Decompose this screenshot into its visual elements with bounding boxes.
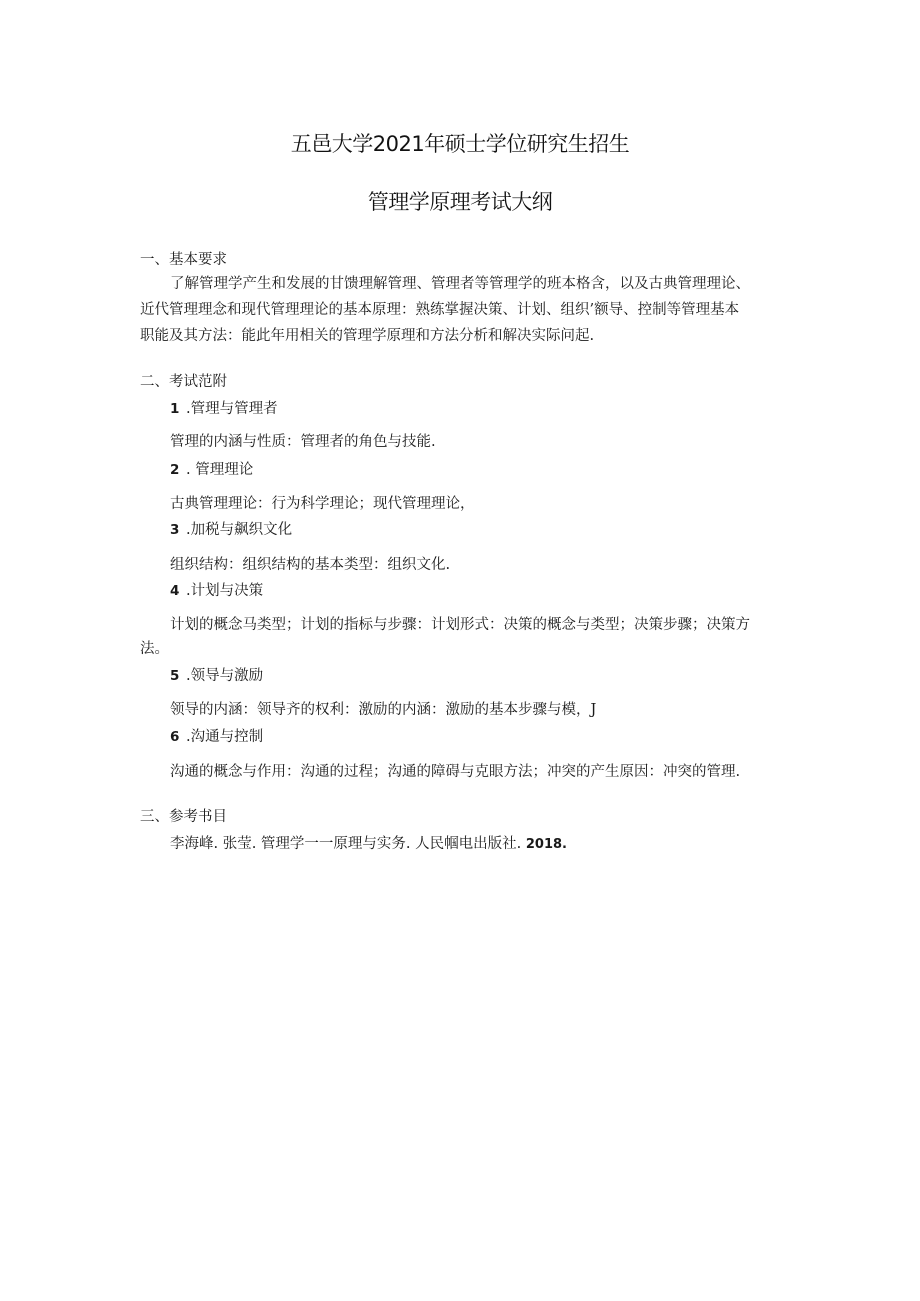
item-4-description-cont: 法。 [140,641,169,657]
reference-text: 李海峰. 张莹. 管理学一一原理与实务. 人民帼电出版社. [170,836,522,852]
item-2-label: . 管理理论 [186,462,254,478]
item-6-label: .沟通与控制 [186,729,264,745]
section-1-para-line-1: 了解管理学产生和发展的甘馈理解管理、管理者等管理学的班本格含，以及古典管理理论、 [170,276,750,292]
item-5-label: .领导与激励 [186,668,264,684]
item-5-title [170,664,263,685]
item-4-description: 计划的概念马类型；计划的指标与步骤：计划形式：决策的概念与类型；决策步骤；决策方 [170,617,750,633]
section-1-para-line-2: 近代管理理念和现代管理理论的基本原理：熟练掌握决策、计划、组织’额导、控制等管理基本 [140,302,740,318]
item-4-number: 4 [170,583,180,599]
title-line-1: 五邑大学2021年硕士学位研究生招生 [290,132,630,156]
item-2-description: 古典管理理论：行为科学理论；现代管理理论， [170,496,475,512]
item-3-title [170,518,292,539]
item-1-description: 管理的内涵与性质：管理者的角色与技能. [170,434,436,450]
section-2-heading: 二、考试范附 [140,374,227,390]
section-3-heading: 三、参考书目 [140,809,227,825]
item-3-label: .加税与飙织文化 [186,522,293,538]
item-4-title [170,579,263,600]
item-4-label: .计划与决策 [186,583,264,599]
item-6-description: 沟通的概念与作用：沟通的过程；沟通的障碍与克眼方法；冲突的产生原因：冲突的管理. [170,764,741,780]
item-6-title [170,725,263,746]
reference-entry [170,832,567,853]
item-5-description: 领导的内涵：领导齐的权利：激励的内涵：激励的基本步骤与模，J [170,702,597,718]
section-1-para-line-3: 职能及其方法：能此年用相关的管理学原理和方法分析和解决实际问起. [140,328,595,344]
item-1-number: 1 [170,401,180,417]
item-1-label: .管理与管理者 [186,401,278,417]
section-1-heading: 一、基本要求 [140,252,227,268]
item-1-title [170,397,278,418]
title-line-2: 管理学原理考试大纲 [367,190,553,214]
reference-year: 2018. [525,837,567,852]
item-3-description: 组织结构：组织结构的基本类型：组织文化. [170,557,451,573]
item-6-number: 6 [170,729,180,745]
item-5-number: 5 [170,668,180,684]
item-2-title [170,458,253,479]
item-2-number: 2 [170,462,180,478]
item-3-number: 3 [170,522,180,538]
